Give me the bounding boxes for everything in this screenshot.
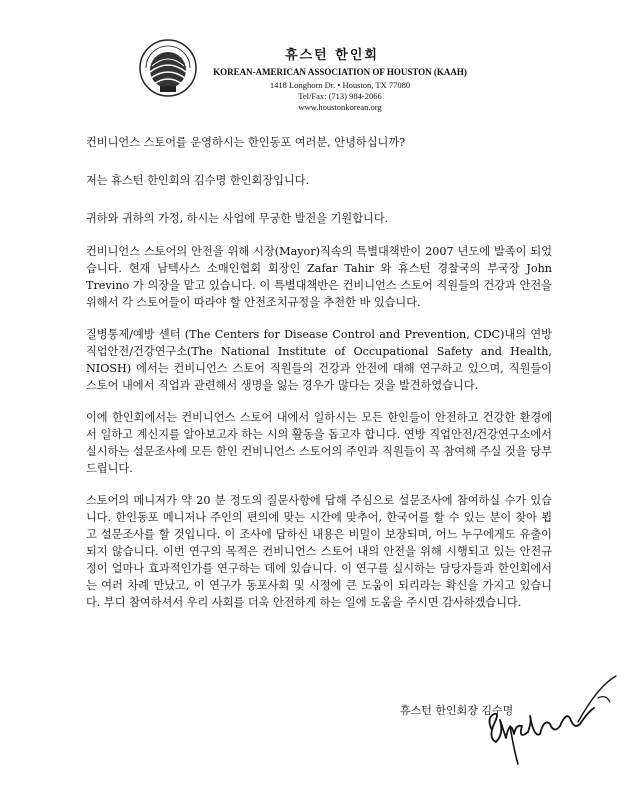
- kaah-globe-logo-icon: [138, 38, 198, 98]
- letterhead: [0, 0, 622, 120]
- org-telfax: Tel/Fax: (713) 984-2066: [298, 91, 382, 101]
- letter-paragraph-4: 스토어의 메니저가 약 20 분 정도의 질문사항에 답해 주심으로 설문조사에 참여하실 수가 있습니다. 한인동포 메니저나 주인의 편의에 맞는 시간에 맞추어, 한국어를 할 수 있는 분이 찾아 뵙고 설문조사를 할 것입니다. 이 조사에 답하신 내용은 비밀이 보장되며, 어느 누구에게도 유출이 되지 않습니다. 이번 연구의 목적은 컨비니언스 스토어 내의 안전을 위해 시행되고 있는 안전규정이 얼마나 효과적인가를 연구하는 데에 있습니다. 이 연구를 실시하는 담당자들과 한인회에서는 여러 차례 만났고, 이 연구가 동포사회 및 시정에 큰 도움이 되리라는 확신을 가지고 있습니다. 부디 참여하셔서 우리 사회를 더욱 안전하게 하는 일에 도움을 주시면 감사하겠습니다.: [86, 494, 552, 609]
- org-website: www.houstonkorean.org: [298, 102, 382, 112]
- org-name-korean: 휴스턴 한인회: [285, 48, 379, 63]
- letter-paragraph-2: 질병통제/예방 센터 (The Centers for Disease Control and Prevention, CDC)내의 연방 직업안전/건강연구소(The National Institute of Occupational Safety and Health, NIOSH) 에서는 컨비니언스 스토어 직원들의 건강과 안전에 대해 연구하고 있으며, 직원들이 스토어 내에서 직업과 관련해서 생명을 잃는 경우가 많다는 것을 발견하였습니다.: [86, 328, 552, 392]
- letter-signoff: 휴스턴 한인회장 김수명: [400, 704, 514, 717]
- handwritten-signature-icon: [470, 668, 620, 768]
- letter-paragraph-3: 이에 한인회에서는 컨비니언스 스토어 내에서 일하시는 모든 한인들이 안전하고 건강한 환경에서 일하고 계신지를 알아보고자 하는 시의 활동을 돕고자 합니다. 연방 직업안전/건강연구소에서 실시하는 설문조사에 모든 한인 컨비니언스 스토어의 주인과 직원들이 꼭 참여해 주실 것을 당부드립니다.: [86, 411, 552, 475]
- letter-greeting: 컨비니언스 스토어를 운영하시는 한인동포 여러분, 안녕하십니까?: [86, 136, 406, 149]
- letter-paragraph-1: 컨비니언스 스토어의 안전을 위해 시장(Mayor)직속의 특별대책반이 2007 년도에 발족이 되었습니다. 현재 남텍사스 소매인협회 회장인 Zafar Tahir 와 휴스턴 경찰국의 부국장 John Trevino 가 의장을 맡고 있습니다. 이 특별대책반은 컨비니언스 스토어 직원들의 건강과 안전을 위해서 각 스토어들이 따라야 할 안전조치규정을 추천한 바 있습니다.: [86, 245, 552, 309]
- letter-wish: 귀하와 귀하의 가정, 하시는 사업에 무궁한 발전을 기원합니다.: [86, 212, 389, 225]
- org-address: 1418 Longhorn Dr. • Houston, TX 77080: [269, 80, 411, 90]
- org-name-english: KOREAN-AMERICAN ASSOCIATION OF HOUSTON (KAAH): [213, 67, 467, 77]
- letter-body: [86, 134, 552, 611]
- letter-intro: 저는 휴스턴 한인회의 김수명 한인회장입니다.: [86, 174, 310, 187]
